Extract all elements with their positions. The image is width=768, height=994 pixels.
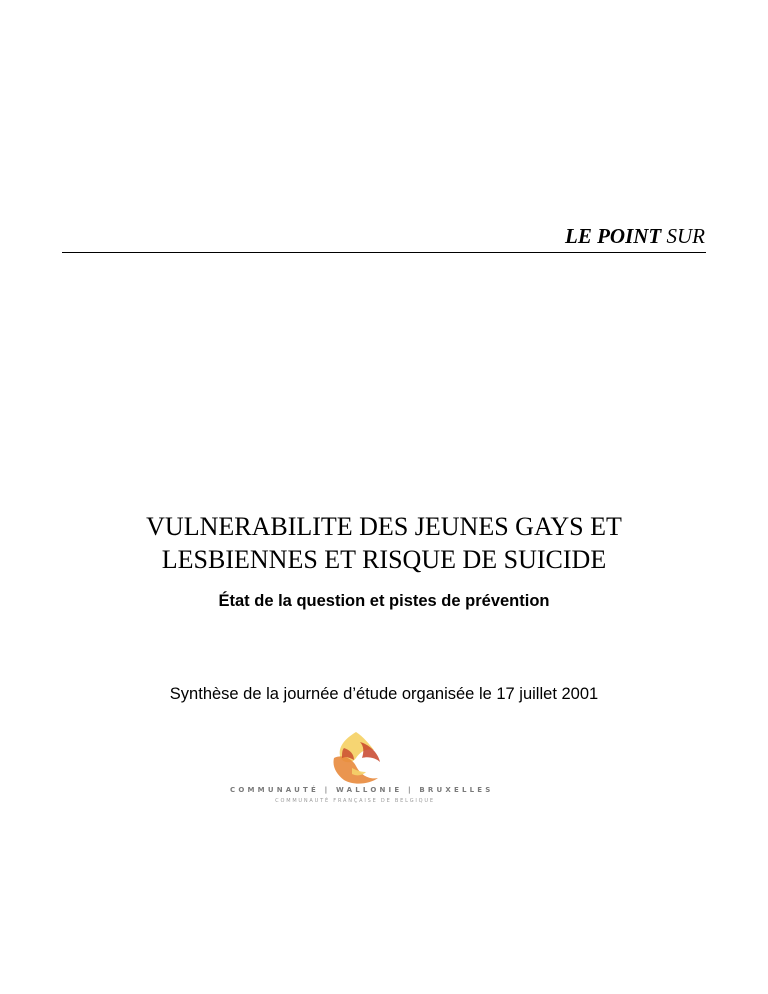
series-title-rest: SUR — [666, 224, 705, 248]
document-subtitle: État de la question et pistes de prévention — [218, 592, 550, 610]
rooster-emblem-icon — [316, 728, 396, 786]
document-title-line-1: VULNERABILITE DES JEUNES GAYS ET — [146, 512, 622, 541]
header-rule — [62, 252, 706, 253]
logo-caption-main: COMMUNAUTÉ | WALLONIE | BRUXELLES — [230, 786, 494, 794]
synthesis-line: Synthèse de la journée d’étude organisée le 17 juillet 2001 — [169, 685, 599, 703]
series-title-bold: LE POINT — [565, 224, 662, 248]
document-title — [0, 510, 768, 576]
document-title-line-2: LESBIENNES ET RISQUE DE SUICIDE — [161, 545, 607, 574]
series-title — [565, 224, 705, 249]
wallonie-bruxelles-logo — [230, 728, 494, 820]
logo-caption-sub: COMMUNAUTÉ FRANÇAISE DE BELGIQUE — [275, 798, 435, 804]
